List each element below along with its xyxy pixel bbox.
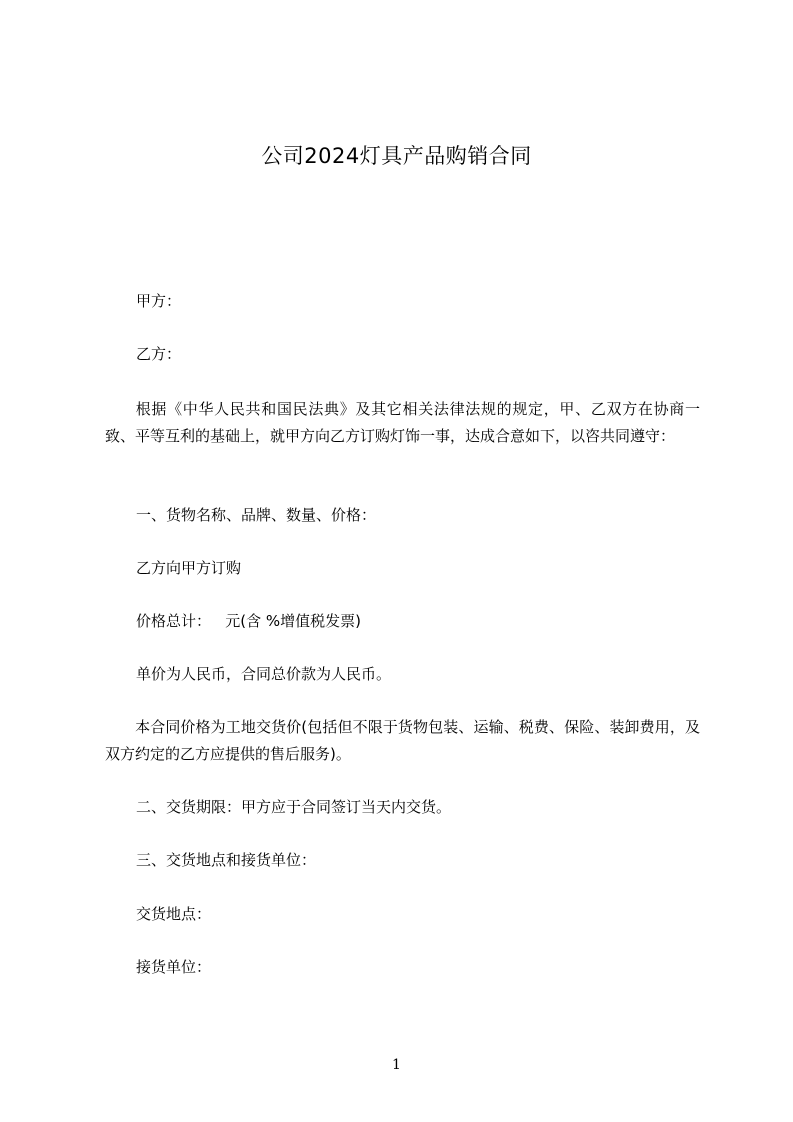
party-b-label: 乙方： bbox=[136, 345, 182, 363]
price-scope-text: 本合同价格为工地交货价(包括但不限于货物包装、运输、税费、保险、装卸费用，及双方约定的乙方应提供的售后服务)。 bbox=[105, 718, 700, 763]
preamble-paragraph bbox=[105, 396, 700, 450]
section-2-heading: 二、交货期限：甲方应于合同签订当天内交货。 bbox=[136, 798, 452, 816]
section-3-heading: 三、交货地点和接货单位： bbox=[136, 851, 317, 869]
document-title: 公司2024灯具产品购销合同 bbox=[261, 144, 532, 168]
preamble-text: 根据《中华人民共和国民法典》及其它相关法律法规的规定，甲、乙双方在协商一致、平等互利的基础上，就甲方向乙方订购灯饰一事，达成合意如下，以咨共同遵守： bbox=[105, 400, 700, 445]
price-scope-paragraph bbox=[105, 714, 700, 768]
party-a-label: 甲方： bbox=[136, 292, 182, 310]
delivery-place-label: 交货地点： bbox=[136, 905, 212, 923]
page-number: 1 bbox=[392, 1057, 401, 1073]
section-1-heading: 一、货物名称、品牌、数量、价格： bbox=[136, 506, 377, 524]
receiving-unit-label: 接货单位： bbox=[136, 958, 212, 976]
price-total-line: 价格总计： 元(含 %增值税发票) bbox=[136, 612, 362, 630]
unit-price-line: 单价为人民币，合同总价款为人民币。 bbox=[136, 665, 392, 683]
order-line: 乙方向甲方订购 bbox=[136, 559, 242, 577]
